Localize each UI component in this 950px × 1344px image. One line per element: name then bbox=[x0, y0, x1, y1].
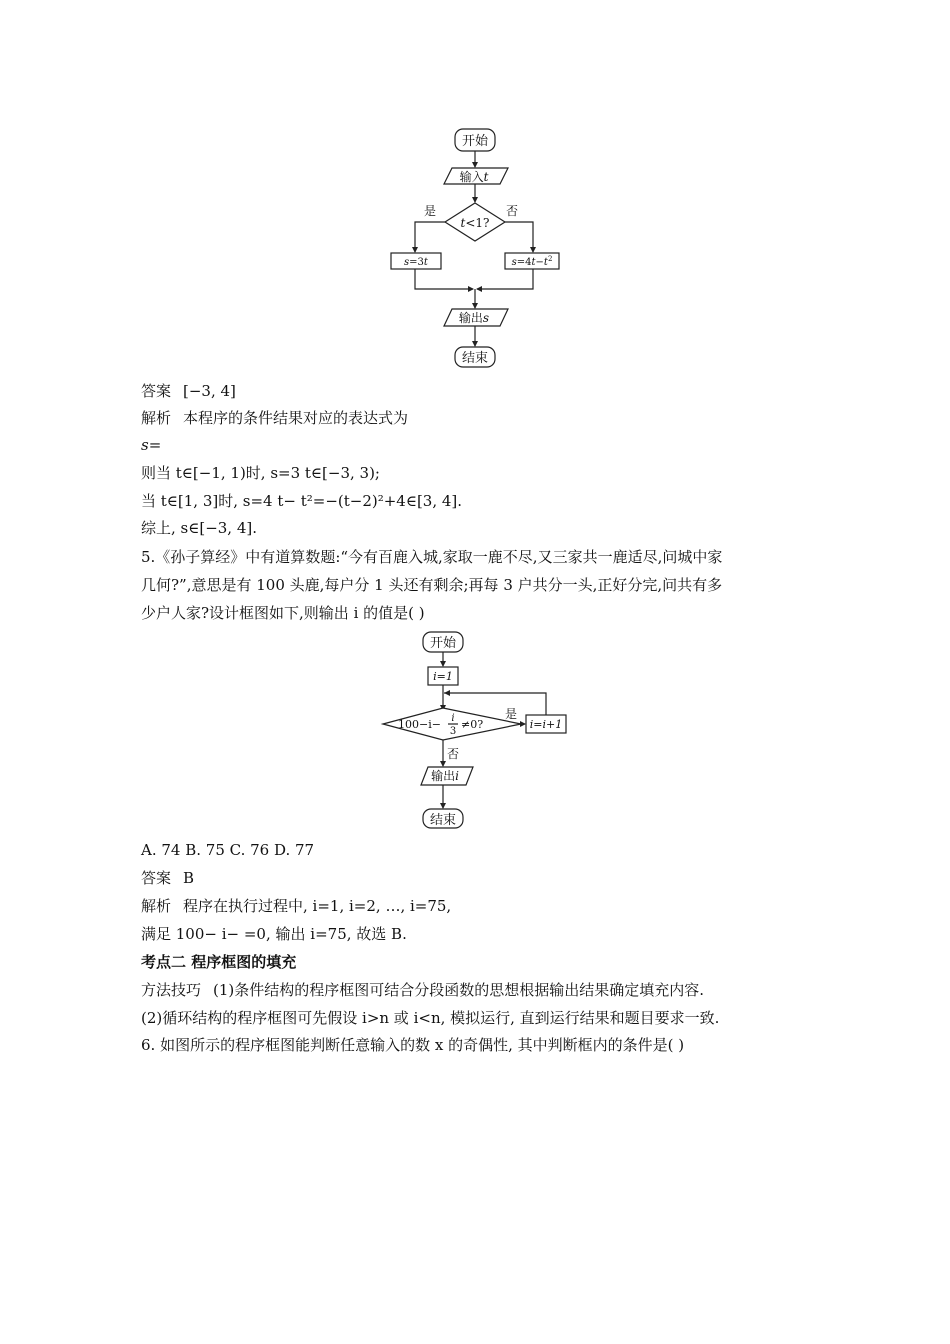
svg-text:输入t bbox=[460, 169, 489, 184]
fc2-cond-b: ≠0? bbox=[461, 718, 484, 731]
fc1-cond-rest: <1? bbox=[465, 216, 490, 230]
method-line2: (2)循环结构的程序框图可先假设 i>n 或 i<n, 模拟运行, 直到运行结果和题目要求一致. bbox=[141, 1009, 720, 1027]
fc1-right-minus: − bbox=[535, 257, 544, 268]
svg-text:100−i− bbox=[398, 718, 441, 731]
flowchart-piecewise bbox=[380, 122, 580, 372]
q5-line1: 5.《孙子算经》中有道算数题:“今有百鹿入城,家取一鹿不尽,又三家共一鹿适尽,问城中家 bbox=[141, 548, 723, 566]
fc1-right-var: s bbox=[511, 257, 517, 268]
q4-line3: 则当 t∈[−1, 1)时, s=3 t∈[−3, 3); bbox=[141, 464, 380, 482]
fc1-right-t: t bbox=[531, 257, 536, 268]
fc2-start-label: 开始 bbox=[429, 636, 457, 651]
q5-analysis-line bbox=[141, 896, 451, 916]
q5-conclusion: 满足 100− i− =0, 输出 i=75, 故选 B. bbox=[141, 925, 407, 943]
svg-text:s=4t−t2 bbox=[512, 255, 553, 268]
fc1-input-label: 输入 bbox=[459, 170, 484, 184]
q5-line3: 少户人家?设计框图如下,则输出 i 的值是( ) bbox=[141, 604, 425, 622]
fc2-cond-den: 3 bbox=[449, 726, 457, 737]
fc2-yes-label: 是 bbox=[505, 707, 518, 721]
fc1-start-label: 开始 bbox=[461, 134, 489, 149]
q4-line4: 当 t∈[1, 3]时, s=4 t− t²=−(t−2)²+4∈[3, 4]. bbox=[141, 492, 463, 510]
fc1-left-t: t bbox=[423, 257, 428, 268]
fc1-right-sup: 2 bbox=[547, 255, 553, 263]
fc2-end-label: 结束 bbox=[429, 813, 457, 828]
fc1-right-rest: =4 bbox=[516, 257, 532, 268]
fc2-increment-label: i=i+1 bbox=[529, 718, 563, 731]
fc1-yes-label: 是 bbox=[424, 204, 437, 218]
q5-answer-label: 答案 bbox=[141, 869, 172, 887]
method-label: 方法技巧 bbox=[141, 981, 202, 999]
fc2-output-label: 输出 bbox=[431, 769, 456, 783]
q5-options: A. 74 B. 75 C. 76 D. 77 bbox=[141, 841, 315, 859]
fc1-output-var: s bbox=[482, 311, 490, 325]
q6-text: 6. 如图所示的程序框图能判断任意输入的数 x 的奇偶性, 其中判断框内的条件是( ) bbox=[141, 1036, 685, 1054]
q5-line2: 几何?”,意思是有 100 头鹿,每户分 1 头还有剩余;再每 3 户共分一头,正好分完,问共有多 bbox=[141, 576, 723, 594]
q4-answer-line bbox=[141, 381, 236, 401]
fc1-end-label: 结束 bbox=[461, 351, 489, 366]
q5-answer-line bbox=[141, 868, 194, 888]
fc2-no-label: 否 bbox=[447, 747, 460, 761]
fc2-output-var: i bbox=[455, 769, 459, 783]
q5-analysis-text: 程序在执行过程中, i=1, i=2, …, i=75, bbox=[183, 897, 452, 915]
fc1-right-t2: t bbox=[543, 257, 548, 268]
q5-analysis-label: 解析 bbox=[141, 897, 172, 915]
q5-answer-value: B bbox=[183, 869, 195, 887]
q4-s-equals: s= bbox=[141, 436, 162, 454]
fc1-no-label: 否 bbox=[506, 204, 519, 218]
q4-analysis-line bbox=[141, 408, 408, 428]
method-line1 bbox=[141, 980, 704, 1000]
q4-analysis-label: 解析 bbox=[141, 409, 172, 427]
method-text1: (1)条件结构的程序框图可结合分段函数的思想根据输出结果确定填充内容. bbox=[213, 981, 705, 999]
fc1-cond-var: t bbox=[460, 216, 466, 230]
svg-text:输出s bbox=[459, 310, 489, 325]
fc2-cond-num: i bbox=[451, 713, 455, 724]
q4-line5: 综上, s∈[−3, 4]. bbox=[141, 519, 258, 537]
fc1-output-label: 输出 bbox=[458, 311, 483, 325]
flowchart-loop bbox=[378, 628, 578, 833]
svg-text:s=3t bbox=[404, 257, 429, 268]
fc2-cond-a: 100−i− bbox=[398, 718, 441, 731]
fc2-init-label: i=1 bbox=[433, 670, 453, 683]
svg-text:t<1? bbox=[461, 216, 490, 230]
section-title: 考点二 程序框图的填充 bbox=[141, 953, 297, 971]
q4-analysis-text: 本程序的条件结果对应的表达式为 bbox=[183, 409, 409, 427]
q4-answer-value: [−3, 4] bbox=[183, 382, 236, 400]
fc1-left-rest: =3 bbox=[409, 257, 424, 268]
fc1-input-var: t bbox=[483, 170, 489, 184]
fc1-left-var: s bbox=[404, 257, 410, 268]
q4-answer-label: 答案 bbox=[141, 382, 172, 400]
svg-text:输出i bbox=[431, 768, 459, 783]
